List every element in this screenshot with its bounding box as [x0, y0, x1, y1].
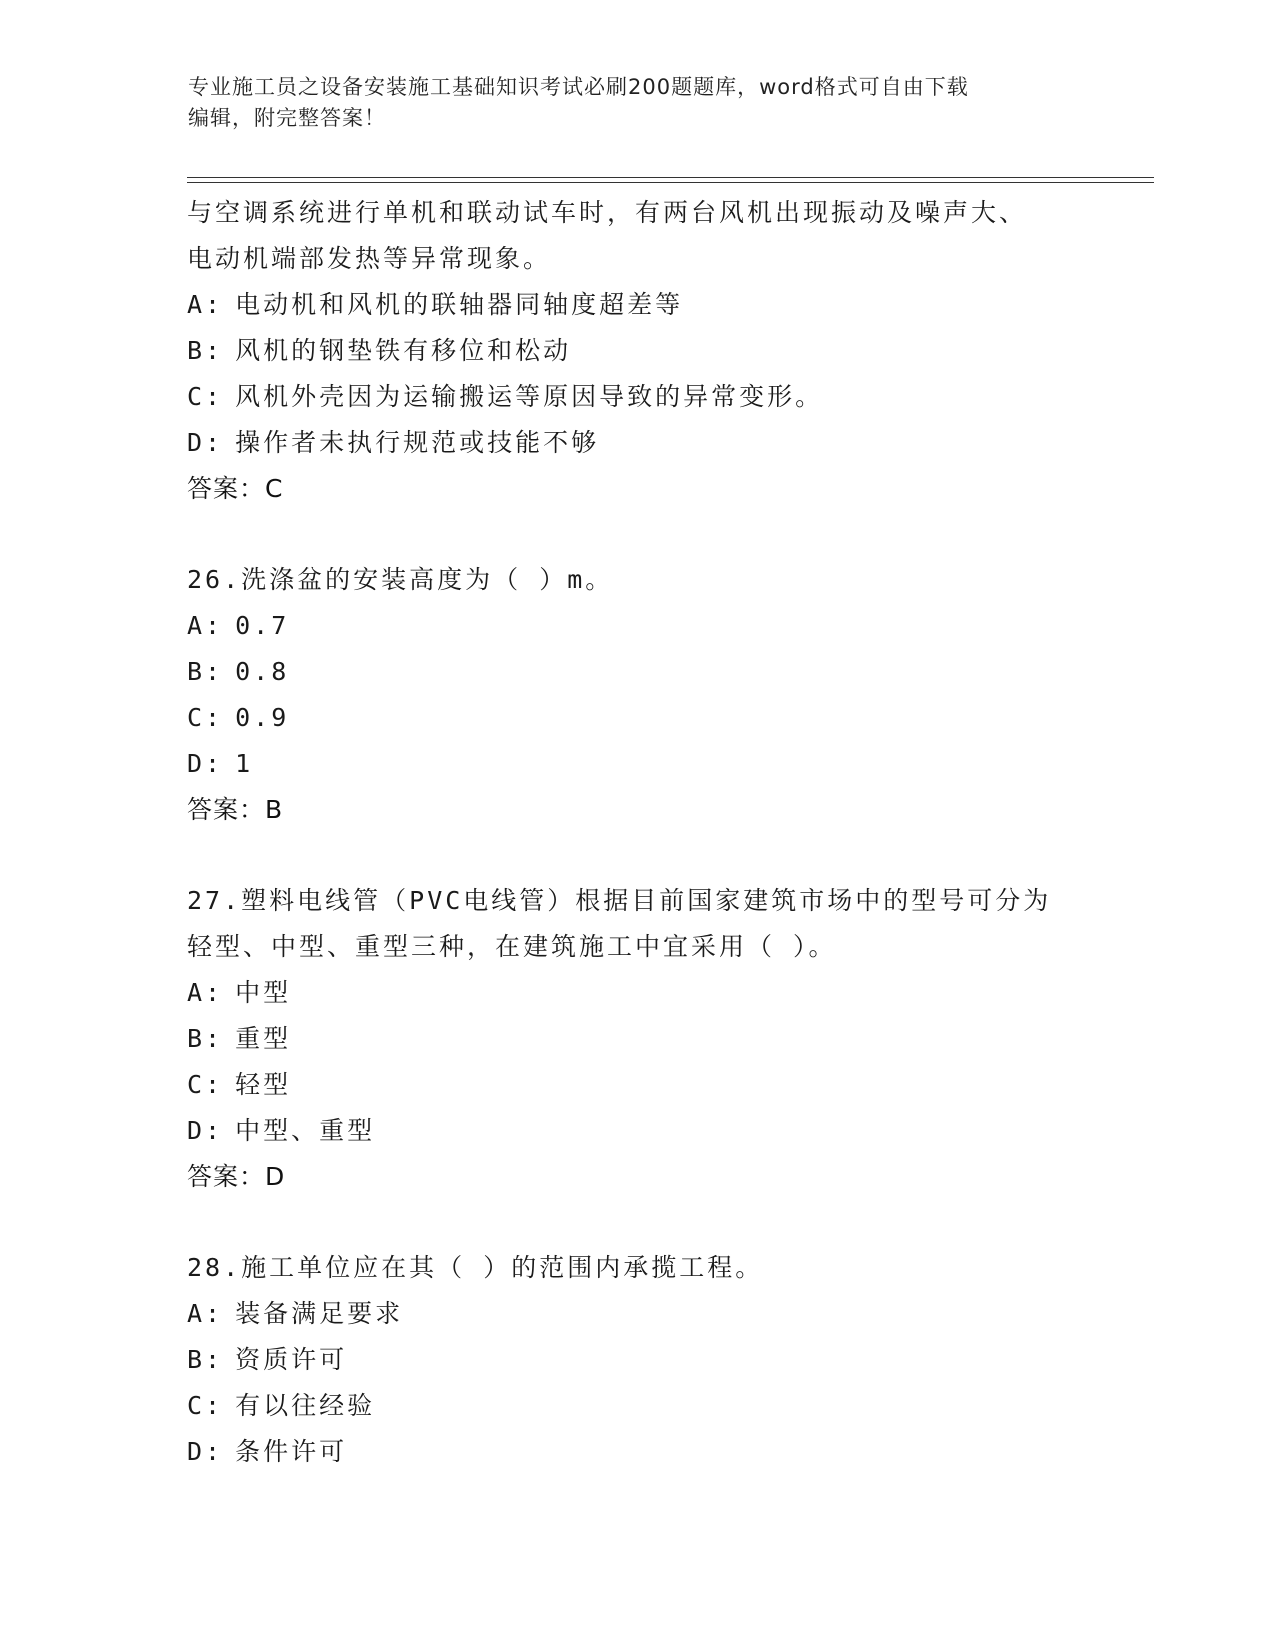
option-key: C:: [187, 1391, 224, 1420]
option-text: 1: [235, 749, 254, 778]
question-25: [187, 190, 1087, 512]
document-header: [188, 72, 1088, 134]
option-key: A:: [187, 611, 224, 640]
option-b: [187, 649, 1087, 695]
option-key: D:: [187, 428, 224, 457]
option-text: 有以往经验: [235, 1391, 376, 1420]
question-stem: 与空调系统进行单机和联动试车时，有两台风机出现振动及噪声大、: [187, 198, 1028, 227]
question-26: [187, 557, 1087, 833]
option-b: [187, 1016, 1087, 1062]
question-stem: 轻型、中型、重型三种，在建筑施工中宜采用（ ）。: [187, 932, 837, 961]
option-a: [187, 1291, 1087, 1337]
option-a: [187, 970, 1087, 1016]
option-text: 中型、重型: [235, 1116, 376, 1145]
option-key: C:: [187, 1070, 224, 1099]
option-d: [187, 1429, 1087, 1475]
option-text: 条件许可: [235, 1437, 348, 1466]
answer-line: 答案：B: [187, 795, 284, 824]
spacer: [187, 512, 1087, 557]
option-key: B:: [187, 657, 224, 686]
option-a: [187, 603, 1087, 649]
option-c: [187, 1383, 1087, 1429]
question-28: [187, 1245, 1087, 1475]
header-title-line-1: 专业施工员之设备安装施工基础知识考试必刷200题题库，word格式可自由下载: [188, 75, 969, 99]
option-text: 资质许可: [235, 1345, 348, 1374]
option-text: 0.7: [235, 611, 290, 640]
question-stem: 28.施工单位应在其（ ）的范围内承揽工程。: [187, 1253, 764, 1282]
option-text: 装备满足要求: [235, 1299, 404, 1328]
option-key: C:: [187, 382, 224, 411]
header-divider-bottom: [187, 182, 1154, 183]
option-text: 风机的钢垫铁有移位和松动: [235, 336, 572, 365]
option-d: [187, 420, 1087, 466]
option-c: [187, 374, 1087, 420]
question-stem: 26.洗涤盆的安装高度为（ ）m。: [187, 565, 614, 594]
answer-line: 答案：D: [187, 1162, 286, 1191]
option-key: B:: [187, 1345, 224, 1374]
option-key: A:: [187, 978, 224, 1007]
option-text: 重型: [235, 1024, 292, 1053]
option-a: [187, 282, 1087, 328]
option-text: 风机外壳因为运输搬运等原因导致的异常变形。: [235, 382, 824, 411]
option-key: D:: [187, 1437, 224, 1466]
option-c: [187, 1062, 1087, 1108]
option-key: C:: [187, 703, 224, 732]
option-text: 0.9: [235, 703, 290, 732]
option-b: [187, 328, 1087, 374]
spacer: [187, 1200, 1087, 1245]
option-text: 中型: [235, 978, 292, 1007]
option-text: 操作者未执行规范或技能不够: [235, 428, 600, 457]
header-title-line-2: 编辑，附完整答案！: [188, 106, 386, 130]
option-key: B:: [187, 1024, 224, 1053]
header-divider-top: [187, 177, 1154, 178]
option-key: D:: [187, 749, 224, 778]
option-text: 0.8: [235, 657, 290, 686]
question-stem: 27.塑料电线管（PVC电线管）根据目前国家建筑市场中的型号可分为: [187, 886, 1052, 915]
option-key: A:: [187, 290, 224, 319]
option-d: [187, 741, 1087, 787]
question-stem: 电动机端部发热等异常现象。: [187, 244, 552, 273]
option-key: D:: [187, 1116, 224, 1145]
option-key: B:: [187, 336, 224, 365]
option-b: [187, 1337, 1087, 1383]
option-text: 电动机和风机的联轴器同轴度超差等: [235, 290, 684, 319]
option-c: [187, 695, 1087, 741]
option-text: 轻型: [235, 1070, 292, 1099]
option-d: [187, 1108, 1087, 1154]
question-27: [187, 878, 1087, 1200]
question-list: [187, 190, 1087, 1475]
option-key: A:: [187, 1299, 224, 1328]
spacer: [187, 833, 1087, 878]
answer-line: 答案：C: [187, 474, 284, 503]
